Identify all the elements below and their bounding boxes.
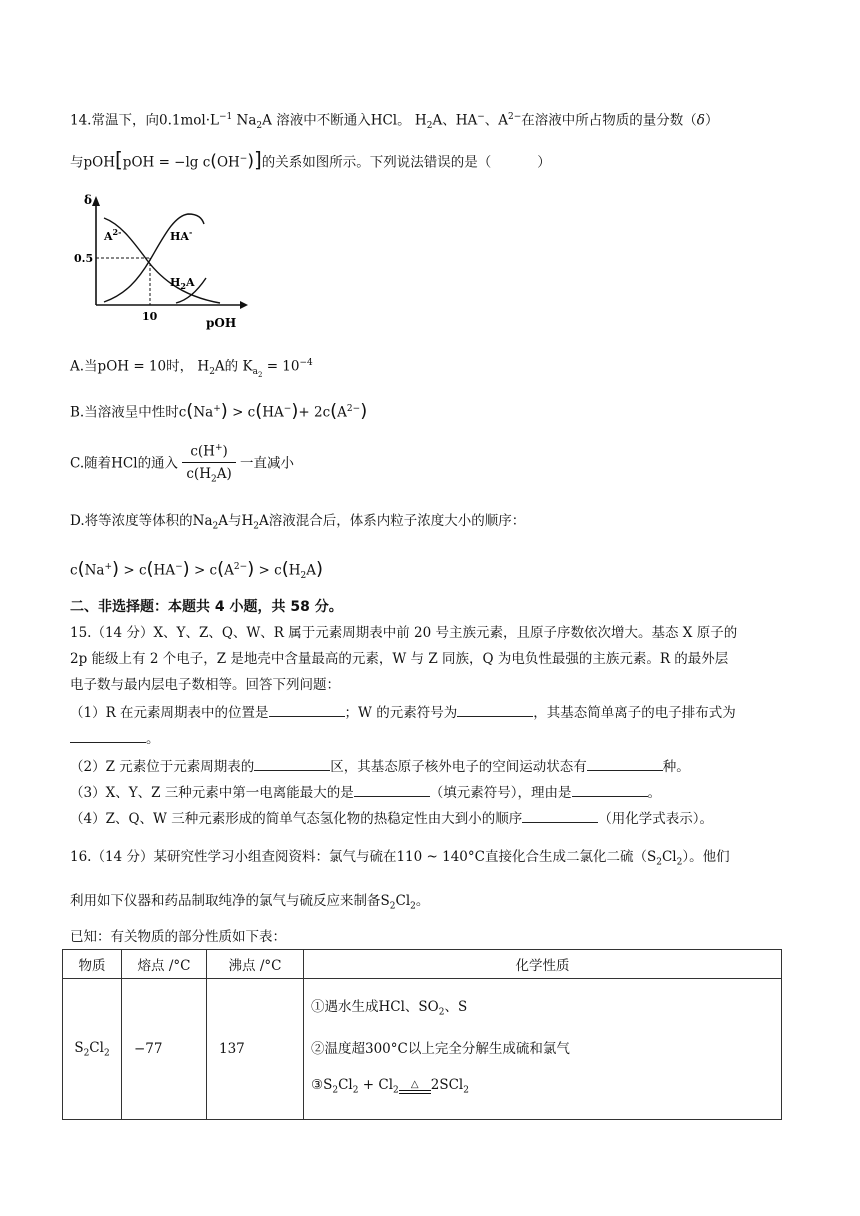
q14-sup: 2− (508, 112, 522, 122)
option-text: HCl (111, 455, 138, 472)
fraction-numerator: c(H+) (182, 438, 235, 463)
q16-stem-line2 (70, 890, 800, 918)
curve-label-a2-sup: 2- (112, 227, 122, 237)
paren-left: ( (186, 400, 194, 422)
q14-text: A (432, 112, 443, 129)
answer-blank[interactable] (587, 756, 663, 771)
option-text: 与 (228, 513, 242, 529)
option-sub (253, 367, 263, 377)
q14-text: 。 (397, 112, 411, 129)
paren-right: ) (247, 558, 255, 580)
q14-option-d-order (70, 556, 800, 587)
q14-text: ） (704, 112, 719, 129)
table-header-cell: 物质 (63, 950, 122, 979)
formula-text: S (74, 1039, 84, 1056)
option-text: HA (153, 562, 176, 579)
q16-stem-line1 (70, 846, 800, 874)
q14-text: 与 (70, 154, 84, 171)
property-text: S (457, 999, 468, 1016)
formula-sub: 2 (103, 1048, 110, 1059)
properties-table (62, 949, 782, 1120)
answer-blank[interactable] (572, 782, 648, 797)
q15-stem-line2: 2p 能级上有 2 个电子，Z 是地壳中含量最高的元素，W 与 Z 同族，Q 为电负性最强的主族元素。R 的最外层 (70, 651, 729, 667)
y-tick-label: 0.5 (74, 252, 94, 265)
equals-bar (399, 1090, 431, 1094)
option-text: H (199, 465, 211, 482)
answer-blank[interactable] (269, 702, 345, 717)
paren-right: ) (315, 558, 324, 580)
q15-part4 (70, 808, 800, 830)
table-row (63, 979, 782, 1120)
property-text: S (323, 1077, 333, 1093)
option-sub: 2 (253, 521, 260, 532)
table-header-row (63, 950, 782, 979)
option-sup: + (214, 443, 223, 453)
property-item-3 (305, 1067, 780, 1109)
option-sub: 2 (210, 474, 217, 485)
curve-label-h2a-text: H (170, 276, 181, 289)
q15-part1 (70, 702, 800, 724)
option-text: = 10 (266, 358, 300, 375)
q14-salt-sub: 2 (256, 121, 263, 132)
curve-label-ha-text: HA (170, 230, 189, 243)
q15-text: （3）X、Y、Z 三种元素中第一电离能最大的是 (70, 785, 354, 801)
q16-stem-line3: 已知：有关物质的部分性质如下表： (70, 929, 286, 945)
table-header-cell: 化学性质 (304, 950, 782, 979)
property-text: + Cl (362, 1077, 394, 1093)
q14-text: 溶液中不断通入 (276, 112, 371, 129)
q15-text: 。 (647, 785, 662, 801)
x-tick-label: 10 (142, 310, 158, 323)
q14-salt: Na (236, 112, 257, 129)
paren-left: ( (146, 558, 154, 580)
property-text: ②温度超 (311, 1041, 365, 1057)
q15-text: 区，其基态原子核外电子的空间运动状态有 (330, 759, 587, 775)
property-text: 2SCl (430, 1077, 464, 1093)
option-text: A (337, 404, 347, 421)
ratio-fraction (182, 438, 235, 490)
section-title: 二、非选择题：本题共 4 小题，共 58 分。 (70, 599, 343, 615)
paren-left: ( (281, 558, 289, 580)
q16-formula: Cl (661, 849, 677, 865)
bracket-right: ] (253, 147, 262, 172)
q16-temperature: 110 ~ 140°C (396, 849, 485, 865)
option-sup: 2− (233, 562, 248, 572)
q14-option-d (70, 510, 800, 538)
q15-text: 。 (146, 731, 160, 747)
q15-text: ，其基态简单离子的电子排布式为 (533, 705, 736, 721)
q14-delta: δ (696, 112, 705, 129)
option-text: H (197, 358, 210, 375)
q16-sub: 2 (389, 901, 396, 912)
q14-sup: − (477, 112, 485, 122)
option-text: Na (84, 562, 105, 579)
option-text: 的通入 (137, 455, 179, 472)
option-text: A (306, 562, 316, 579)
option-text: > c (258, 562, 282, 579)
curve-label-ha-sup: - (188, 227, 193, 237)
x-axis-arrow (240, 301, 248, 309)
q16-sub: 2 (676, 857, 683, 868)
q14-stem-line2 (70, 148, 800, 174)
q16-text: ）。他们 (682, 849, 730, 865)
q14-text: 14.常温下，向 (70, 112, 159, 129)
option-sup: + (213, 404, 221, 414)
property-text: ③ (311, 1077, 324, 1093)
q15-stem-line3: 电子数与最内层电子数相等。回答下列问题： (70, 677, 340, 693)
option-text: 的 (224, 358, 239, 375)
property-sub: 2 (332, 1085, 339, 1096)
paren-right: ) (360, 400, 368, 422)
option-sup: + (104, 562, 113, 572)
option-text: c (70, 562, 78, 579)
q15-text: （4）Z、Q、W 三种元素形成的简单气态氢化物的热稳定性由大到小的顺序 (70, 811, 523, 827)
bracket-left: [ (114, 147, 123, 172)
q15-text: （2）Z 元素位于元素周期表的 (70, 759, 255, 775)
q15-text: （用化学式表示）。 (598, 811, 713, 827)
curve-label-a2 (103, 227, 121, 243)
option-text: Na (192, 513, 213, 529)
option-sub: 2 (212, 521, 219, 532)
option-text: B.当溶液呈中性时 (70, 404, 179, 421)
q15-text: ；W 的元素符号为 (344, 705, 458, 721)
q16-formula: S (380, 893, 390, 909)
property-sub: 2 (393, 1085, 399, 1096)
curve-label-h2a (170, 276, 195, 291)
q15-part1-cont (70, 728, 800, 750)
q14-option-c (70, 438, 800, 490)
option-sup: − (175, 562, 183, 572)
distribution-graph (70, 190, 250, 330)
property-text: 、 (404, 999, 419, 1016)
option-text: H (288, 562, 301, 579)
curve-label-h2a-sub: 2 (180, 281, 186, 291)
option-sup: − (283, 404, 292, 414)
property-sub: 2 (463, 1085, 469, 1096)
q15-stem-line1: 15.（14 分）X、Y、Z、Q、W、R 属于元素周期表中前 20 号主族元素，且原子序数依次增大。基态 X 原子的 (70, 625, 738, 641)
q14-sup: − (239, 154, 248, 164)
option-sup: −4 (299, 358, 313, 368)
q14-oh: OH (216, 154, 240, 171)
property-item-2 (305, 1031, 780, 1067)
option-text: HA (262, 404, 284, 421)
property-text: SO (418, 999, 439, 1016)
option-text: D.将等浓度等体积的 (70, 513, 193, 529)
option-text: 溶液混合后，体系内粒子浓度大小的顺序： (268, 513, 526, 529)
cell-chemical-properties (304, 979, 782, 1120)
q16-formula: S (646, 849, 657, 865)
option-sup: 2− (346, 404, 361, 414)
option-text: A (216, 465, 227, 482)
option-text: A (214, 358, 225, 375)
option-text: A (224, 562, 234, 579)
q15-part2 (70, 756, 800, 778)
answer-blank[interactable] (522, 808, 598, 823)
option-text: 一直减小 (240, 455, 295, 472)
q15-part3 (70, 782, 800, 804)
option-text: c (186, 465, 194, 482)
option-text: A (259, 513, 269, 529)
reaction-arrow (399, 1080, 431, 1094)
x-axis-label: pOH (206, 316, 237, 330)
answer-blank[interactable] (70, 728, 146, 743)
cell-melting-point: −77 (122, 979, 207, 1120)
formula-text: Cl (89, 1039, 104, 1056)
q16-sub: 2 (656, 857, 662, 868)
q16-sub: 2 (410, 901, 416, 912)
paren-left: ( (330, 400, 338, 422)
q14-species-a: A (498, 112, 509, 129)
formula-sub: 2 (83, 1048, 90, 1059)
cell-substance (63, 979, 122, 1120)
option-sub: 2 (300, 571, 307, 582)
q14-sub: 2 (426, 121, 433, 132)
property-text: 、 (444, 999, 458, 1016)
property-sub: 2 (438, 1008, 445, 1018)
table-header-cell: 熔点 /°C (122, 950, 207, 979)
property-text: 300°C (365, 1041, 408, 1057)
q14-salt-end: A (262, 112, 272, 129)
q14-species-ha: HA (455, 112, 478, 129)
q14-hcl: HCl (370, 112, 398, 129)
property-item-1 (305, 989, 780, 1031)
option-text: pOH = 10 (97, 358, 167, 375)
paren-left: ( (217, 558, 225, 580)
option-text: K (242, 358, 253, 375)
q14-text: 的关系如图所示。下列说法错误的是（ (261, 154, 492, 171)
q14-poh-def: pOH = −lg c (122, 154, 211, 171)
y-axis-label: δ (84, 193, 93, 207)
q14-conc-exp: −1 (218, 112, 233, 122)
q15-text: （填元素符号），理由是 (429, 785, 572, 801)
q14-text: ） (537, 154, 551, 171)
heat-triangle-icon: △ (410, 1079, 419, 1090)
option-text: > c (123, 562, 147, 579)
property-text: HCl (378, 999, 405, 1016)
paren-right: ) (112, 558, 120, 580)
answer-blank[interactable] (354, 782, 430, 797)
curve-label-ha (170, 227, 192, 243)
option-text: H (203, 443, 215, 460)
q14-conc: 0.1mol·L (158, 112, 219, 129)
answer-blank[interactable] (457, 702, 533, 717)
curve-label-a2-text: A (104, 230, 113, 243)
y-axis-arrow (92, 196, 100, 206)
option-text: c (178, 404, 187, 421)
q16-text: 。 (415, 893, 430, 909)
q15-text: 种。 (662, 759, 690, 775)
q16-formula: Cl (395, 893, 411, 909)
option-text: 时， (166, 358, 194, 375)
paren-right: ) (182, 558, 190, 580)
option-text: C.随着 (70, 455, 112, 472)
q14-option-b (70, 398, 800, 424)
q14-text: 、 (442, 112, 456, 129)
curve-label-h2a-end: A (185, 276, 195, 289)
option-text: A.当 (70, 358, 98, 375)
q16-text: 直接化合生成二氯化二硫（ (484, 849, 647, 865)
property-text: ①遇水生成 (311, 999, 379, 1016)
option-text: + 2c (298, 404, 331, 421)
paren-right: ) (220, 400, 228, 422)
q15-text: （1）R 在元素周期表中的位置是 (70, 705, 269, 721)
q14-species-h2a: H (414, 112, 427, 129)
paren-left: ( (255, 400, 263, 422)
option-text: c (247, 404, 256, 421)
q14-option-a (70, 352, 800, 386)
q16-text: 16.（14 分）某研究性学习小组查阅资料：氯气与硫在 (70, 849, 397, 865)
property-text: 以上完全分解生成硫和氯气 (407, 1041, 570, 1057)
table-header-cell: 沸点 /°C (207, 950, 304, 979)
q14-stem-line1 (70, 106, 800, 137)
q16-text: 利用如下仪器和药品制取纯净的氯气与硫反应来制备 (70, 893, 381, 909)
option-text: H (241, 513, 254, 529)
q14-poh: pOH (83, 154, 115, 171)
option-text: Na (193, 404, 214, 421)
fraction-denominator: $c(H_2A)$ (186, 465, 232, 485)
option-subsub: 2 (257, 370, 263, 379)
q14-text: 、 (484, 112, 499, 129)
option-sub: 2 (209, 367, 215, 378)
option-text: > c (193, 562, 218, 579)
paren-right: ) (291, 400, 299, 422)
cell-boiling-point: 137 (207, 979, 304, 1120)
property-text: Cl (338, 1077, 353, 1093)
q14-text: 在溶液中所占物质的量分数（ (521, 112, 697, 129)
option-text: A (218, 513, 228, 529)
option-sub-text: a (252, 367, 258, 378)
option-text: > (232, 404, 244, 421)
option-text: c (190, 443, 198, 460)
paren-left: ( (77, 558, 85, 580)
property-sub: 2 (352, 1085, 359, 1096)
paren-right: ) (247, 151, 254, 172)
paren-left: ( (210, 151, 217, 172)
answer-blank[interactable] (254, 756, 330, 771)
